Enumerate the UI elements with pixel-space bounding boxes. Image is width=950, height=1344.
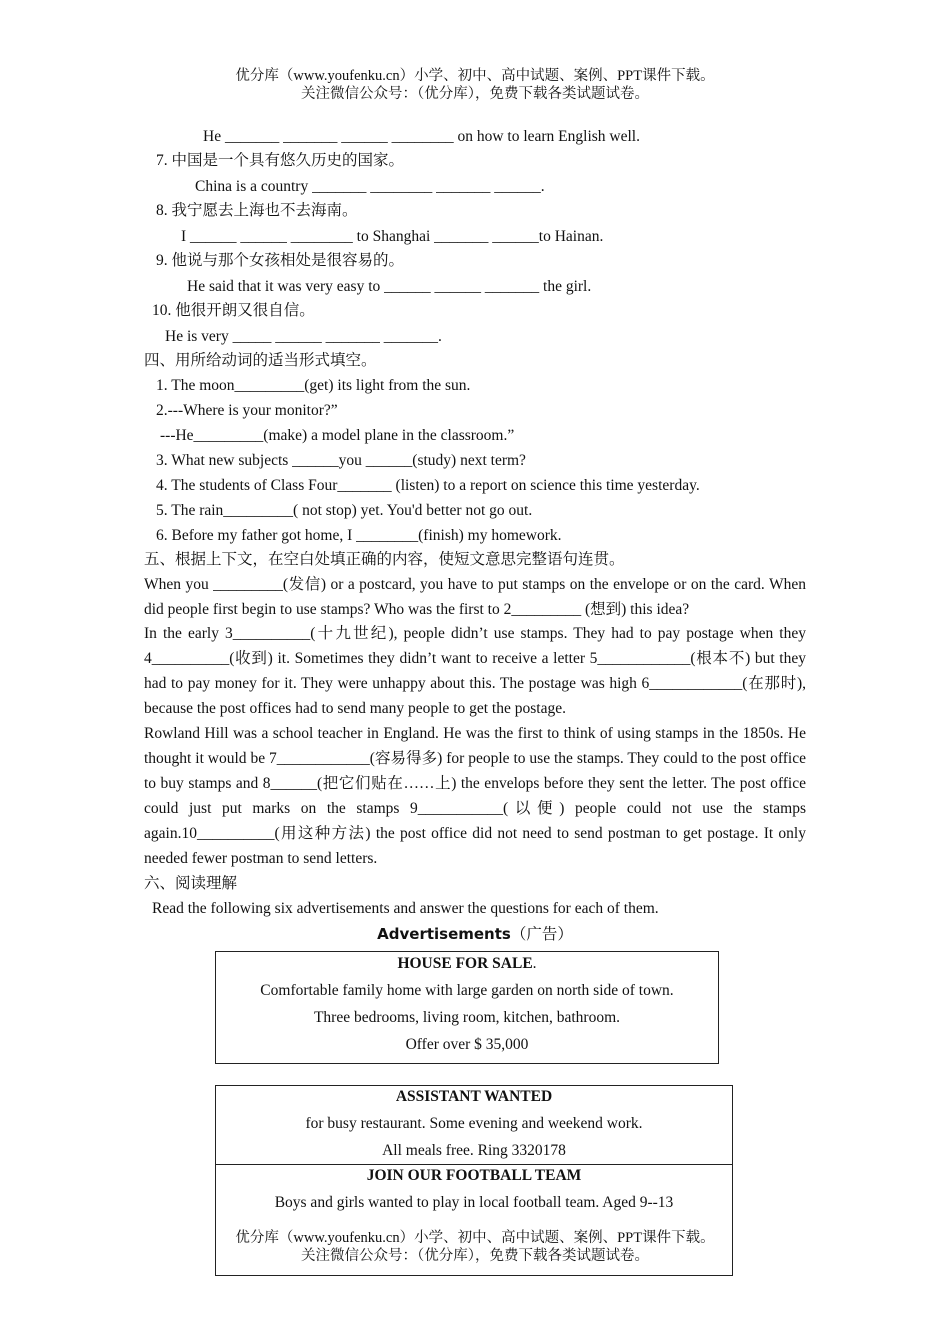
ad-2-line-1: for busy restaurant. Some evening and weekend work. [305,1115,643,1132]
section-6-heading: 六、阅读理解 [144,875,238,892]
translation-item-10-chinese: 10. 他很开朗又很自信。 [152,302,315,319]
section-4-item: 6. Before my father got home, I ________(finish) my homework. [156,527,562,544]
section-4-item: 1. The moon_________(get) its light from the sun. [156,377,471,394]
page-header [0,67,950,103]
ad-1-title: HOUSE FOR SALE [397,955,533,972]
ad-1-line-3: Offer over $ 35,000 [405,1036,529,1053]
advertisements-title-cn: （广告） [510,926,573,943]
section-6-instruction: Read the following six advertisements and answer the questions for each of them. [152,900,659,917]
section-4-item: 3. What new subjects ______you ______(study) next term? [156,452,526,469]
header-line-2: 关注微信公众号：（优分库），免费下载各类试题试卷。 [301,86,649,102]
section-4-item: 5. The rain_________( not stop) yet. You'd better not go out. [156,502,533,519]
ad-2-line-2: All meals free. Ring 3320178 [382,1142,566,1159]
section-4-heading: 四、用所给动词的适当形式填空。 [144,352,377,369]
section-5-paragraph-2: In the early 3__________(十九世纪), people didn’t use stamps. They had to pay postage when they 4__________(收到) it. Sometimes they didn’t want to receive a letter 5____________(根本不) but they had to pay money for it. They were unhappy about this. The postage was high 6____________(在那时), because the post offices had to send many people to get the postage. [144,625,806,717]
translation-item-7-chinese: 7. 中国是一个具有悠久历史的国家。 [156,152,405,169]
ad-3-title: JOIN OUR FOOTBALL TEAM [366,1167,582,1184]
translation-item-7-english: China is a country _______ ________ _______ ______. [195,178,545,195]
ad-1-line-1: Comfortable family home with large garden on north side of town. [260,982,674,999]
translation-item-9-chinese: 9. 他说与那个女孩相处是很容易的。 [156,252,405,269]
ad-house-for-sale [215,951,719,1064]
section-5-heading: 五、根据上下文，在空白处填正确的内容，使短文意思完整语句连贯。 [144,551,625,568]
ad-1-line-2: Three bedrooms, living room, kitchen, bathroom. [313,1009,621,1026]
translation-item-9-english: He said that it was very easy to ______ ______ _______ the girl. [187,278,592,295]
section-5-paragraph-1: When you _________(发信) or a postcard, you have to put stamps on the envelope or on the card. When did people first begin to use stamps? Who was the first to 2_________ (想到) this idea? [144,576,806,618]
footer-line-2: 关注微信公众号：（优分库），免费下载各类试题试卷。 [301,1248,649,1264]
section-5-paragraph-3: Rowland Hill was a school teacher in England. He was the first to think of using stamps in the 1850s. He thought it would be 7____________(容易得多) for people to use the stamps. They could to the post office to buy stamps and 8______(把它们贴在……上) the envelops before they sent the letter. The post office could just put marks on the stamps 9___________(以便) people could not use the stamps again.10__________(用这种方法) the post office did not need to send postman to get postage. It only needed fewer postman to send letters. [144,725,806,867]
footer-line-1: 优分库（www.youfenku.cn）小学、初中、高中试题、案例、PPT课件下载。 [235,1230,715,1246]
ad-1-title-dot: . [532,955,537,972]
translation-item-8-english: I ______ ______ ________ to Shanghai _______ ______to Hainan. [181,228,604,245]
header-line-1: 优分库（www.youfenku.cn）小学、初中、高中试题、案例、PPT课件下载。 [235,68,715,84]
section-4-item: 2.---Where is your monitor?” [156,402,338,419]
ad-3-line-1: Boys and girls wanted to play in local football team. Aged 9--13 [274,1194,674,1211]
section-4-item: ---He_________(make) a model plane in the classroom.” [160,427,515,444]
page-footer [0,1229,950,1265]
translation-item-8-chinese: 8. 我宁愿去上海也不去海南。 [156,202,358,219]
translation-item-10-english: He is very _____ ______ _______ _______. [165,328,442,345]
ad-2-title: ASSISTANT WANTED [395,1088,553,1105]
section-4-item: 4. The students of Class Four_______ (listen) to a report on science this time yesterday. [156,477,700,494]
translation-item-6-english: He _______ _______ ______ ________ on how to learn English well. [203,128,640,145]
advertisements-title [0,924,950,945]
advertisements-title-en: Advertisements [377,925,511,943]
ad-assistant-wanted [215,1085,733,1165]
